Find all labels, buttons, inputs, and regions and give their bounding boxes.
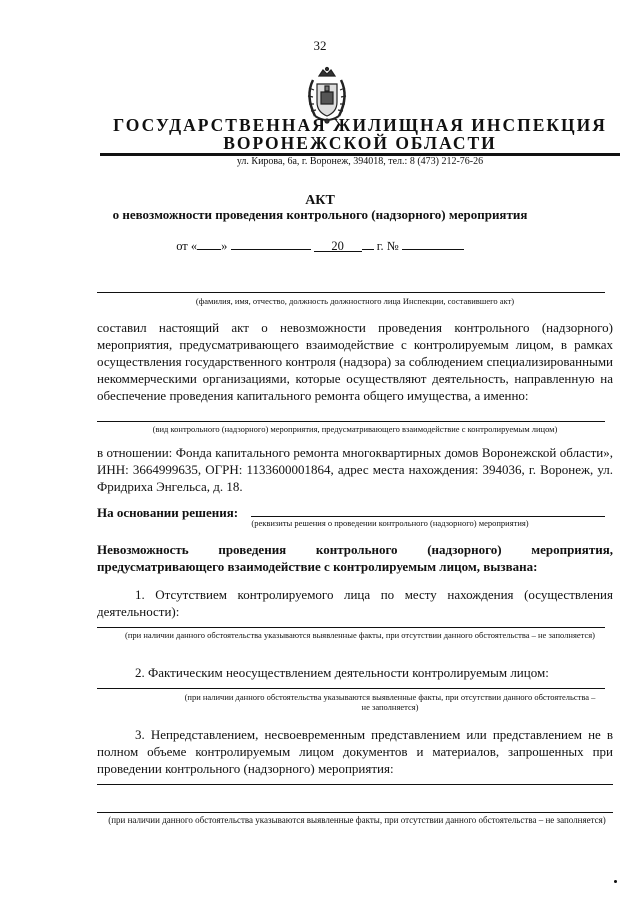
basis-line[interactable]: [251, 516, 605, 517]
date-prefix: от «: [176, 239, 198, 253]
item-3-line-2[interactable]: [97, 812, 613, 813]
page-number: 32: [313, 38, 327, 53]
document-title: АКТ: [305, 193, 335, 208]
month-field[interactable]: [231, 237, 311, 250]
year-field[interactable]: [314, 239, 362, 252]
day-field[interactable]: [197, 237, 221, 250]
item-3-number: 3.: [135, 727, 145, 742]
scan-mark: [614, 880, 617, 883]
document-subtitle: о невозможности проведения контрольного (надзорного) мероприятия: [112, 207, 528, 222]
item-2-caption: (при наличии данного обстоятельства указываются выявленные факты, при отсутствии данного обстоятельства – не заполняется): [184, 692, 596, 712]
item-2-number: 2.: [135, 665, 145, 680]
item-2: [97, 664, 613, 681]
item-2-text: Фактическим неосуществлением деятельности контролируемым лицом:: [148, 665, 549, 680]
event-type-line[interactable]: [97, 421, 605, 422]
event-type-caption: (вид контрольного (надзорного) мероприятия, предусматривающего взаимодействие с контролируемым лицом): [152, 424, 558, 434]
basis-caption: (реквизиты решения о проведении контрольного (надзорного) мероприятия): [251, 518, 529, 528]
number-label: г. №: [376, 239, 399, 253]
date-number-line: [0, 237, 640, 254]
item-3-text: Непредставлением, несвоевременным представлением или представлением не в полном объеме контролируемым лицом документов и материалов, запрошенных при проведении контрольного (надзорного) мероприятия:: [97, 727, 613, 776]
item-3: [97, 726, 613, 777]
item-1-text: Отсутствием контролируемого лица по месту нахождения (осуществления деятельности):: [97, 587, 613, 619]
year-suffix-field[interactable]: [362, 237, 374, 250]
impossibility-heading: Невозможность проведения контрольного (надзорного) мероприятия, предусматривающего взаимодействие с контролируемым лицом, вызвана:: [97, 542, 613, 574]
inspector-line[interactable]: [97, 292, 605, 293]
item-3-line[interactable]: [97, 784, 613, 785]
item-2-line[interactable]: [97, 688, 605, 689]
regarding-paragraph: в отношении: Фонда капитального ремонта многоквартирных домов Воронежской области», ИНН: 3664999635, ОГРН: 1133600001864, адрес места нахождения: 394036, г. Воронеж, ул. Фридриха Энгельса, д. 18.: [97, 445, 613, 494]
item-1: [97, 586, 613, 620]
intro-paragraph: составил настоящий акт о невозможности проведения контрольного (надзорного) мероприятия, предусматривающего взаимодействие с контролируемым лицом, в рамках осуществления государственного контроля (надзора) за соблюдением специализированными некоммерческими организациями, которые осуществляют деятельность, направленную на обеспечение проведения капитального ремонта общего имущества, а именно:: [97, 320, 613, 403]
year-prefix: 20: [331, 239, 344, 253]
item-1-number: 1.: [135, 587, 145, 602]
act-number-field[interactable]: [402, 237, 464, 250]
inspector-caption: (фамилия, имя, отчество, должность должностного лица Инспекции, составившего акт): [195, 296, 515, 306]
item-3-caption: (при наличии данного обстоятельства указываются выявленные факты, при отсутствии данного обстоятельства – не заполняется): [108, 815, 606, 825]
basis-label: На основании решения:: [97, 505, 239, 520]
date-mid: »: [221, 239, 228, 253]
item-1-caption: (при наличии данного обстоятельства указываются выявленные факты, при отсутствии данного обстоятельства – не заполняется): [125, 630, 595, 640]
organization-address: ул. Кирова, 6а, г. Воронеж, 394018, тел.: 8 (473) 212-76-26: [236, 156, 484, 167]
organization-title: ГОСУДАРСТВЕННАЯ ЖИЛИЩНАЯ ИНСПЕКЦИЯ ВОРОНЕЖСКОЙ ОБЛАСТИ: [113, 115, 607, 153]
item-1-line[interactable]: [97, 627, 605, 628]
